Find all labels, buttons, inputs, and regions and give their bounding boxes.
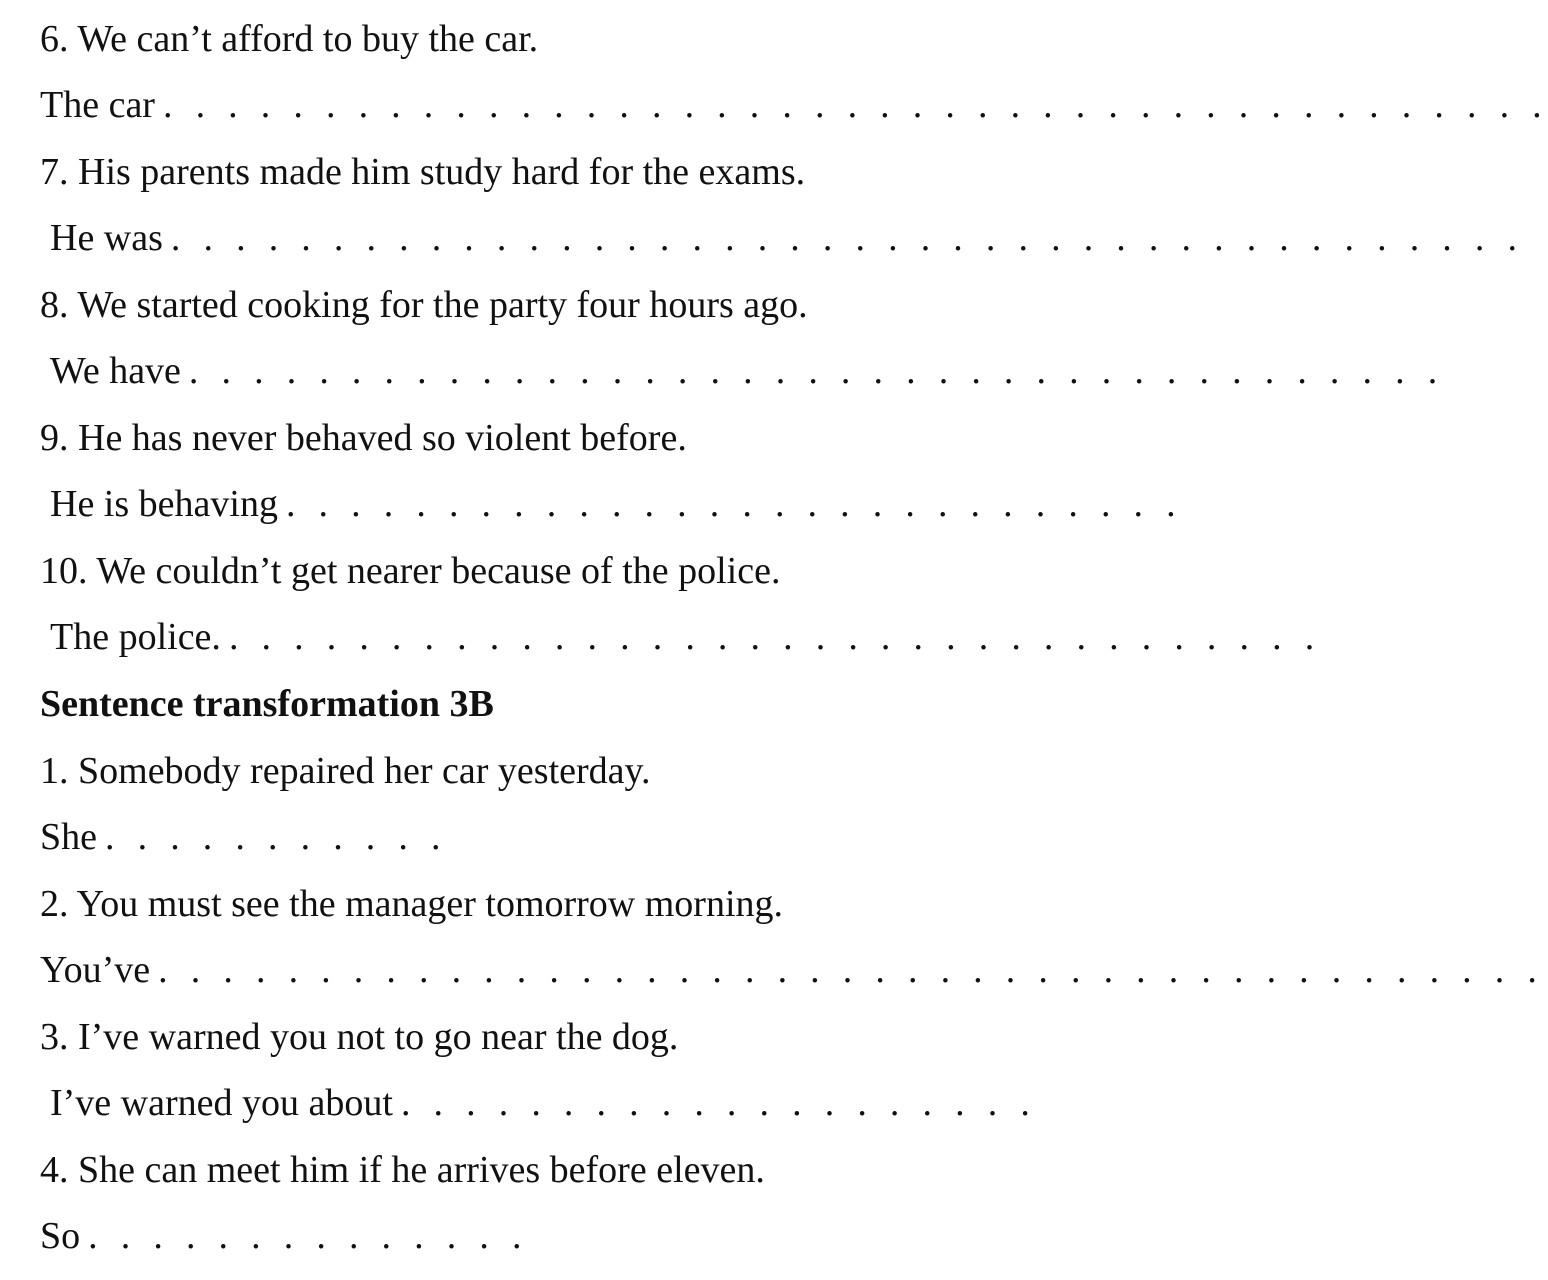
answer-prompt: You’ve bbox=[40, 949, 151, 991]
answer-blank[interactable]: . . . . . . . . . . . . . . . . . . . . bbox=[400, 1082, 1037, 1124]
answer-blank[interactable]: . . . . . . . . . . . bbox=[105, 816, 448, 858]
question-3b-1: 1. Somebody repaired her car yesterday. bbox=[40, 750, 651, 792]
answer-line-9 bbox=[50, 481, 1182, 527]
answer-line-3b-3 bbox=[50, 1080, 1037, 1126]
answer-blank[interactable]: . . . . . . . . . . . . . . . . . . . . . . . . . . . . bbox=[285, 483, 1183, 525]
answer-prompt: I’ve warned you about bbox=[50, 1082, 393, 1124]
question-8: 8. We started cooking for the party four hours ago. bbox=[40, 284, 808, 326]
question-3b-3: 3. I’ve warned you not to go near the dog. bbox=[40, 1016, 679, 1058]
answer-line-3b-1 bbox=[40, 814, 447, 860]
answer-blank[interactable]: . . . . . . . . . . . . . . . . . . . . . . . . . . . . . . . . . . . . . . . bbox=[188, 350, 1445, 392]
section-heading: Sentence transformation 3B bbox=[40, 683, 494, 725]
answer-blank[interactable]: . . . . . . . . . . . . . . . . . . . . . . . . . . . . . . . . . . . . . . . . . . . bbox=[158, 949, 1544, 991]
question-9: 9. He has never behaved so violent before. bbox=[40, 417, 687, 459]
answer-line-10 bbox=[50, 614, 1321, 660]
answer-line-6 bbox=[40, 82, 1548, 128]
answer-line-8 bbox=[50, 348, 1444, 394]
question-3b-4: 4. She can meet him if he arrives before eleven. bbox=[40, 1149, 765, 1191]
answer-prompt: She bbox=[40, 816, 97, 858]
answer-prompt: So bbox=[40, 1215, 81, 1257]
question-7: 7. His parents made him study hard for the exams. bbox=[40, 151, 806, 193]
answer-blank[interactable]: . . . . . . . . . . . . . . . . . . . . . . . . . . . . . . . . . . . . . . . . . . bbox=[170, 217, 1524, 259]
answer-line-7 bbox=[50, 215, 1524, 261]
answer-prompt: He is behaving bbox=[50, 483, 278, 525]
question-6: 6. We can’t afford to buy the car. bbox=[40, 18, 539, 60]
answer-prompt: He was bbox=[50, 217, 163, 259]
answer-prompt: We have bbox=[50, 350, 181, 392]
answer-blank[interactable]: . . . . . . . . . . . . . . bbox=[88, 1215, 529, 1257]
answer-prompt: The police. bbox=[50, 616, 221, 658]
answer-line-3b-4 bbox=[40, 1213, 528, 1259]
answer-line-3b-2 bbox=[40, 947, 1544, 993]
answer-prompt: The car bbox=[40, 84, 155, 126]
question-10: 10. We couldn’t get nearer because of the police. bbox=[40, 550, 781, 592]
answer-blank[interactable]: . . . . . . . . . . . . . . . . . . . . . . . . . . . . . . . . . . . . . . . . . . . bbox=[162, 84, 1548, 126]
question-3b-2: 2. You must see the manager tomorrow morning. bbox=[40, 883, 784, 925]
answer-blank[interactable]: . . . . . . . . . . . . . . . . . . . . . . . . . . . . . . . . . . bbox=[228, 616, 1322, 658]
